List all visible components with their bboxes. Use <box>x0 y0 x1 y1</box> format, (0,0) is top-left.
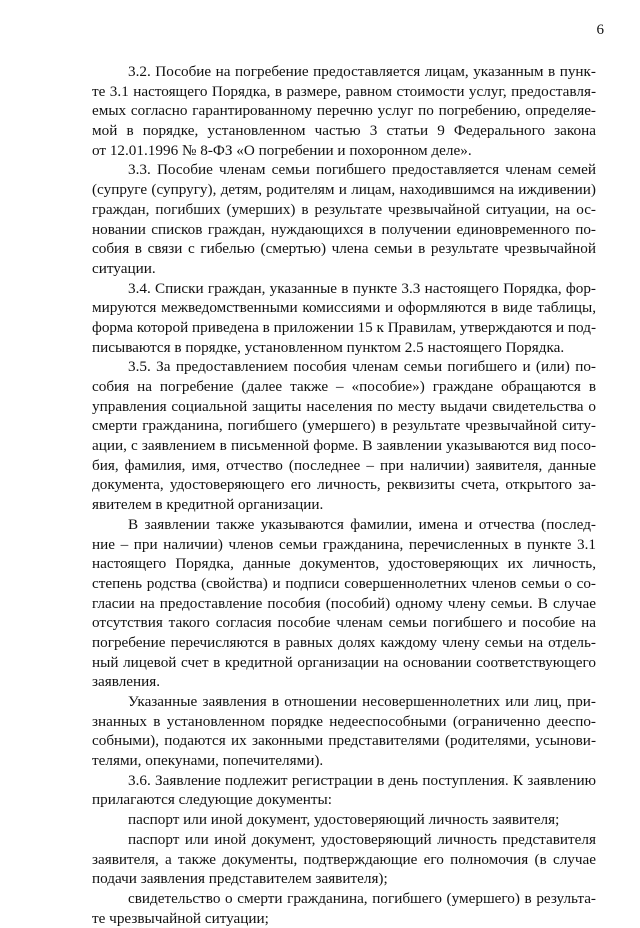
text-line: паспорт или иной документ, удостоверяющий личность представителя <box>128 830 596 848</box>
text-line: 3.4. Списки граждан, указанные в пункте 3.3 настоящего Порядка, фор- <box>128 279 596 297</box>
text-line: документа, удостоверяющего его личность, реквизиты счета, открытого за- <box>92 476 596 494</box>
text-line: настоящего Порядка, данные документов, удостоверяющих их личность, <box>92 555 596 573</box>
text-line: те 3.1 настоящего Порядка, в размере, равном стоимости услуг, предоставля- <box>92 82 596 100</box>
text-line: управления социальной защиты населения по месту выдачи свидетельства о <box>92 397 596 415</box>
text-line: собными), подаются их законными представителями (родителями, усынови- <box>92 732 596 750</box>
text-line: погребение перечисляются в равных долях каждому члену семьи на отдель- <box>92 633 596 651</box>
text-line: свидетельство о смерти гражданина, погибшего (умершего) в результа- <box>128 889 596 907</box>
text-line: мой в порядке, установленном частью 3 статьи 9 Федерального закона <box>92 122 596 140</box>
text-line: ситуации. <box>92 259 156 277</box>
text-line: мируются межведомственными комиссиями и оформляются в виде таблицы, <box>92 299 596 317</box>
text-line: Указанные заявления в отношении несовершеннолетних или лиц, при- <box>128 693 596 710</box>
text-line: граждан, погибших (умерших) в результате чрезвычайной ситуации, на ос- <box>92 200 596 218</box>
text-line: писываются в порядке, установленном пунктом 2.5 настоящего Порядка. <box>92 338 565 356</box>
text-line: ный лицевой счет в кредитной организации на основании соответствующего <box>92 653 596 671</box>
text-line: собия на погребение (далее также – «пособие») граждане обращаются в <box>92 378 596 395</box>
text-line: форма которой приведена в приложении 15 к Правилам, утверждаются и под- <box>92 318 596 336</box>
document-body <box>92 62 596 928</box>
text-line: те чрезвычайной ситуации; <box>92 909 269 927</box>
text-line: емых согласно гарантированному перечню услуг по погребению, определяе- <box>92 102 596 120</box>
text-line: подачи заявления представителем заявителя); <box>92 870 388 888</box>
text-line: 3.2. Пособие на погребение предоставляется лицам, указанным в пунк- <box>128 63 596 80</box>
text-line: 3.6. Заявление подлежит регистрации в день поступления. К заявлению <box>128 771 596 789</box>
text-line: явителем в кредитной организации. <box>92 496 324 514</box>
text-line: (супруге (супругу), детям, родителям и лицам, находившимся на иждивении) <box>92 181 596 199</box>
text-line: гласии на предоставление пособия (пособий) одному члену семьи. В случае <box>92 594 596 612</box>
text-line: собия в связи с гибелью (смертью) члена семьи в результате чрезвычайной <box>92 240 596 258</box>
text-line: степень родства (свойства) и подписи совершеннолетних членов семьи о со- <box>92 574 596 592</box>
text-line: бия, фамилия, имя, отчество (последнее – при наличии) заявителя, данные <box>92 456 596 474</box>
text-line: от 12.01.1996 № 8-ФЗ «О погребении и похоронном деле». <box>92 141 472 159</box>
text-line: 3.3. Пособие членам семьи погибшего предоставляется членам семей <box>128 161 596 179</box>
text-line: телями, опекунами, попечителями). <box>92 752 324 770</box>
text-line: прилагаются следующие документы: <box>92 791 332 809</box>
text-line: заявления. <box>92 673 161 691</box>
page-number: 6 <box>596 22 604 38</box>
text-line: В заявлении также указываются фамилии, имена и отчества (послед- <box>128 515 596 533</box>
text-line: ации, с заявлением в письменной форме. В заявлении указываются вид посо- <box>92 437 596 455</box>
text-line: отсутствия такого согласия пособие членам семьи погибшего и пособие на <box>92 614 596 632</box>
text-line: новании списков граждан, нуждающихся в получении единовременного по- <box>92 220 596 238</box>
text-line: смерти гражданина, погибшего (умершего) в результате чрезвычайной ситу- <box>92 417 596 435</box>
text-line: ние – при наличии) членов семьи гражданина, перечисленных в пункте 3.1 <box>92 535 596 553</box>
text-line: 3.5. За предоставлением пособия членам семьи погибшего и (или) по- <box>128 358 596 376</box>
text-line: знанных в установленном порядке недееспособными (ограниченно дееспо- <box>92 712 596 730</box>
text-line: заявителя, а также документы, подтверждающие его полномочия (в случае <box>92 850 596 868</box>
text-line: паспорт или иной документ, удостоверяющий личность заявителя; <box>128 811 560 829</box>
